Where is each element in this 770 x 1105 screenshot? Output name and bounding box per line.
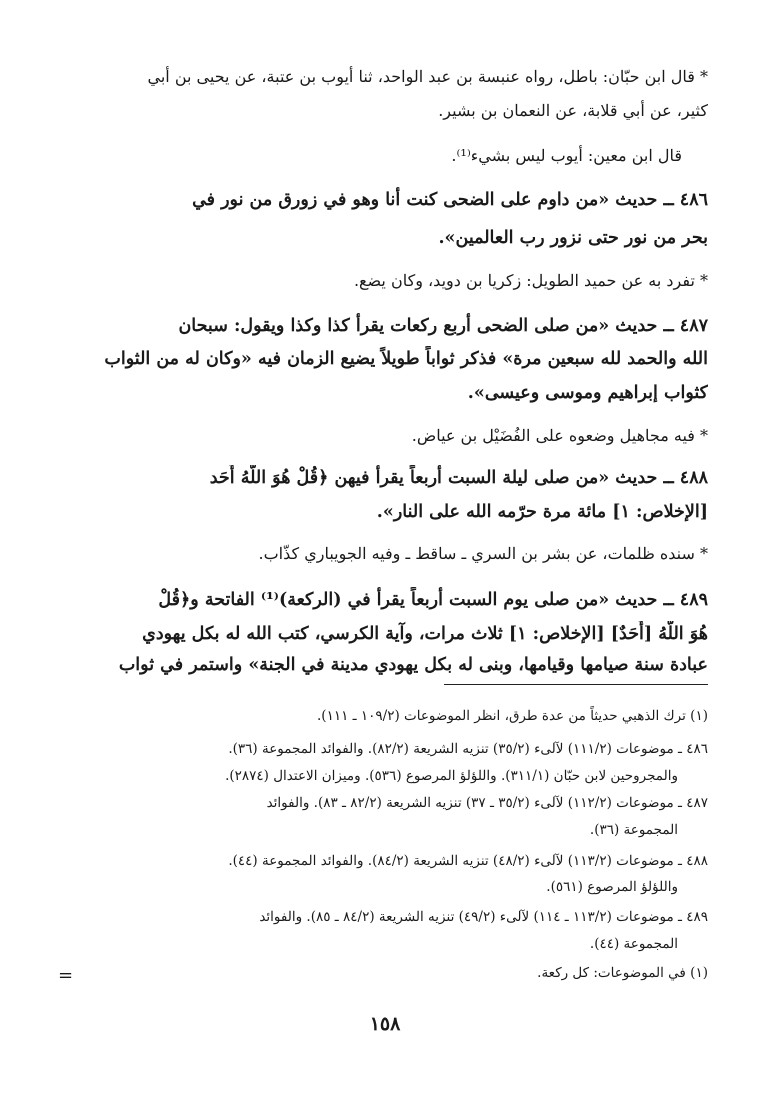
footnote-line: ٤٨٨ ـ موضوعات (١١٣/٢) لآلىء (٤٨/٢) تنزيه الشريعة (٨٤/٢). والفوائد المجموعة (٤٤). <box>228 853 708 869</box>
text-line: هُوَ اللَّهُ [أَحَدٌ] [الإخلاص: ١] ثلاث مرات، وآية الكرسي، كتب الله له بكل يهودي <box>142 624 708 644</box>
footnote-line: المجموعة (٣٦). <box>589 822 678 838</box>
text-line: عبادة سنة صيامها وقيامها، وبنى له بكل يهودي مدينة في الجنة» واستمر في ثواب <box>118 655 708 675</box>
continuation-mark: = <box>58 965 74 986</box>
footnote-line: ٤٨٧ ـ موضوعات (١١٢/٢) لآلىء (٣٥/٢ ـ ٣٧) تنزيه الشريعة (٨٢/٢ ـ ٨٣). والفوائد <box>266 795 708 811</box>
hadith-486-heading: ٤٨٦ ــ حديث «من داوم على الضحى كنت أنا وهو في زورق من نور في <box>192 190 708 210</box>
text-line: * قال ابن حبّان: باطل، رواه عنبسة بن عبد الواحد، ثنا أيوب بن عتبة، عن يحيى بن أبي <box>147 67 708 86</box>
hadith-488-heading: ٤٨٨ ــ حديث «من صلى ليلة السبت أربعاً يقرأ فيهن ﴿قُلْ هُوَ اللَّهُ أَحَد <box>209 468 708 488</box>
text-line: الله والحمد لله سبعين مرة» فذكر ثواباً طويلاً يضيع الزمان فيه «وكان له من الثواب <box>104 349 708 369</box>
text-line: قال ابن معين: أيوب ليس بشيء⁽¹⁾. <box>451 146 682 165</box>
hadith-489-heading: ٤٨٩ ــ حديث «من صلى يوم السبت أربعاً يقرأ في (الركعة)⁽¹⁾ الفاتحة و﴿قُلْ <box>158 590 708 610</box>
footnote-line: المجموعة (٤٤). <box>589 936 678 952</box>
commentary-line: * فيه مجاهيل وضعوه على الفُضَيْل بن عياض. <box>411 426 708 445</box>
footnote-line: ٤٨٩ ـ موضوعات (١١٣/٢ ـ ١١٤) لآلىء (٤٩/٢) تنزيه الشريعة (٨٤/٢ ـ ٨٥). والفوائد <box>259 909 708 925</box>
footnote-line: ٤٨٦ ـ موضوعات (١١١/٢) لآلىء (٣٥/٢) تنزيه الشريعة (٨٢/٢). والفوائد المجموعة (٣٦). <box>228 741 708 757</box>
text-line: كثواب إبراهيم وموسى وعيسى». <box>467 383 708 403</box>
hadith-487-heading: ٤٨٧ ــ حديث «من صلى الضحى أربع ركعات يقرأ كذا وكذا ويقول: سبحان <box>178 316 708 336</box>
page-number: ١٥٨ <box>369 1013 401 1035</box>
footnote-line: (١) ترك الذهبي حديثاً من عدة طرق، انظر الموضوعات (١٠٩/٢ ـ ١١١). <box>317 708 708 724</box>
footnote-line: والمجروحين لابن حبّان (٣١١/١). واللؤلؤ المرصوع (٥٣٦). وميزان الاعتدال (٢٨٧٤). <box>225 768 678 784</box>
footnote-separator <box>444 684 708 685</box>
commentary-line: * تفرد به عن حميد الطويل: زكريا بن دويد، وكان يضع. <box>353 271 708 290</box>
text-line: [الإخلاص: ١] مائة مرة حرّمه الله على النار». <box>376 502 708 522</box>
text-line: بحر من نور حتى نزور رب العالمين». <box>438 228 708 248</box>
text-line: كثير، عن أبي قلابة، عن النعمان بن بشير. <box>438 101 708 120</box>
footnote-line: (١) في الموضوعات: كل ركعة. <box>537 965 708 981</box>
commentary-line: * سنده ظلمات، عن بشر بن السري ـ ساقط ـ وفيه الجويباري كذّاب. <box>258 544 708 563</box>
footnote-line: واللؤلؤ المرصوع (٥٦١). <box>546 879 678 895</box>
